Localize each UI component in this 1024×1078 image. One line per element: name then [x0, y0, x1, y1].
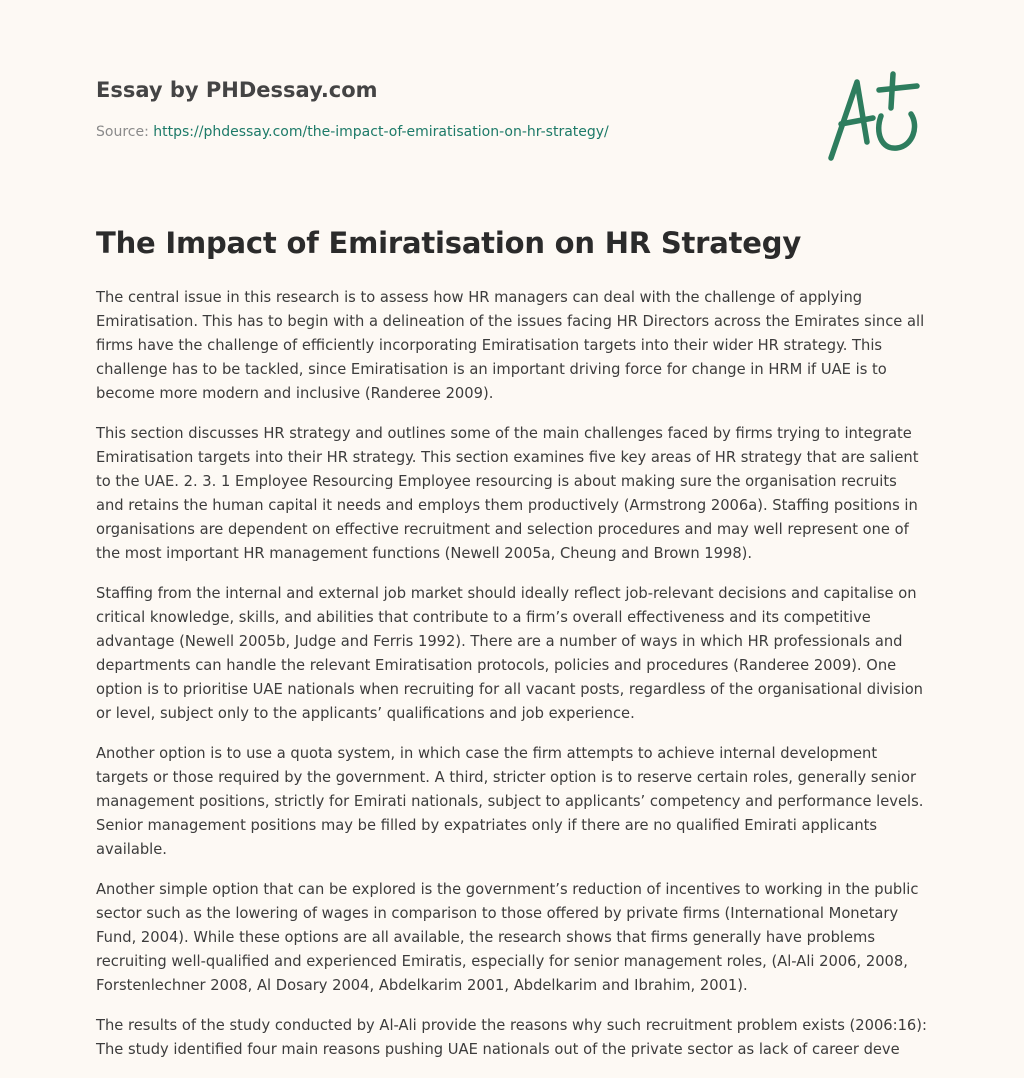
paragraph: Another simple option that can be explored is the government’s reduction of incentives to working in the public sector such as the lowering of wages in comparison to those offered by private firms (International Monetary Fund, 2004). While these options are all available, the research shows that firms generally have problems recruiting well-qualified and experienced Emiratis, especially for senior management roles, (Al-Ali 2006, 2008, Forstenlechner 2008, Al Dosary 2004, Abdelkarim 2001, Abdelkarim and Ibrahim, 2001). — [96, 881, 919, 994]
source-line — [96, 124, 609, 140]
source-link[interactable]: https://phdessay.com/the-impact-of-emiratisation-on-hr-strategy/ — [153, 124, 609, 140]
article-body — [96, 286, 928, 1078]
paragraph: The results of the study conducted by Al-Ali provide the reasons why such recruitment problem exists (2006:16): The study identified four main reasons pushing UAE nationals out of the private sector as lack of career deve — [96, 1017, 927, 1058]
paragraph: This section discusses HR strategy and outlines some of the main challenges faced by firms trying to integrate Emiratisation targets into their HR strategy. This section examines five key areas of HR strategy that are salient to the UAE. 2. 3. 1 Employee Resourcing Employee resourcing is about making sure the organisation recruits and retains the human capital it needs and employs them productively (Armstrong 2006a). Staffing positions in organisations are dependent on effective recruitment and selection procedures and may well represent one of the most important HR management functions (Newell 2005a, Cheung and Brown 1998). — [96, 425, 919, 562]
a-plus-logo-icon — [827, 68, 927, 164]
source-label: Source: — [96, 124, 154, 140]
page-title: The Impact of Emiratisation on HR Strategy — [96, 226, 802, 260]
paragraph: Staffing from the internal and external job market should ideally reflect job-relevant decisions and capitalise on critical knowledge, skills, and abilities that contribute to a firm’s overall effectiveness and its competitive advantage (Newell 2005b, Judge and Ferris 1992). There are a number of ways in which HR professionals and departments can handle the relevant Emiratisation protocols, policies and procedures (Randeree 2009). One option is to prioritise UAE nationals when recruiting for all vacant posts, regardless of the organisational division or level, subject only to the applicants’ qualifications and job experience. — [96, 585, 923, 722]
paragraph: Another option is to use a quota system, in which case the firm attempts to achieve internal development targets or those required by the government. A third, stricter option is to reserve certain roles, generally senior management positions, strictly for Emirati nationals, subject to applicants’ competency and performance levels. Senior management positions may be filled by expatriates only if there are no qualified Emirati applicants available. — [96, 745, 924, 858]
site-brand: Essay by PHDessay.com — [96, 78, 378, 102]
paragraph: The central issue in this research is to assess how HR managers can deal with the challenge of applying Emiratisation. This has to begin with a delineation of the issues facing HR Directors across the Emirates since all firms have the challenge of efficiently incorporating Emiratisation targets into their wider HR strategy. This challenge has to be tackled, since Emiratisation is an important driving force for change in HRM if UAE is to become more modern and inclusive (Randeree 2009). — [96, 289, 925, 402]
